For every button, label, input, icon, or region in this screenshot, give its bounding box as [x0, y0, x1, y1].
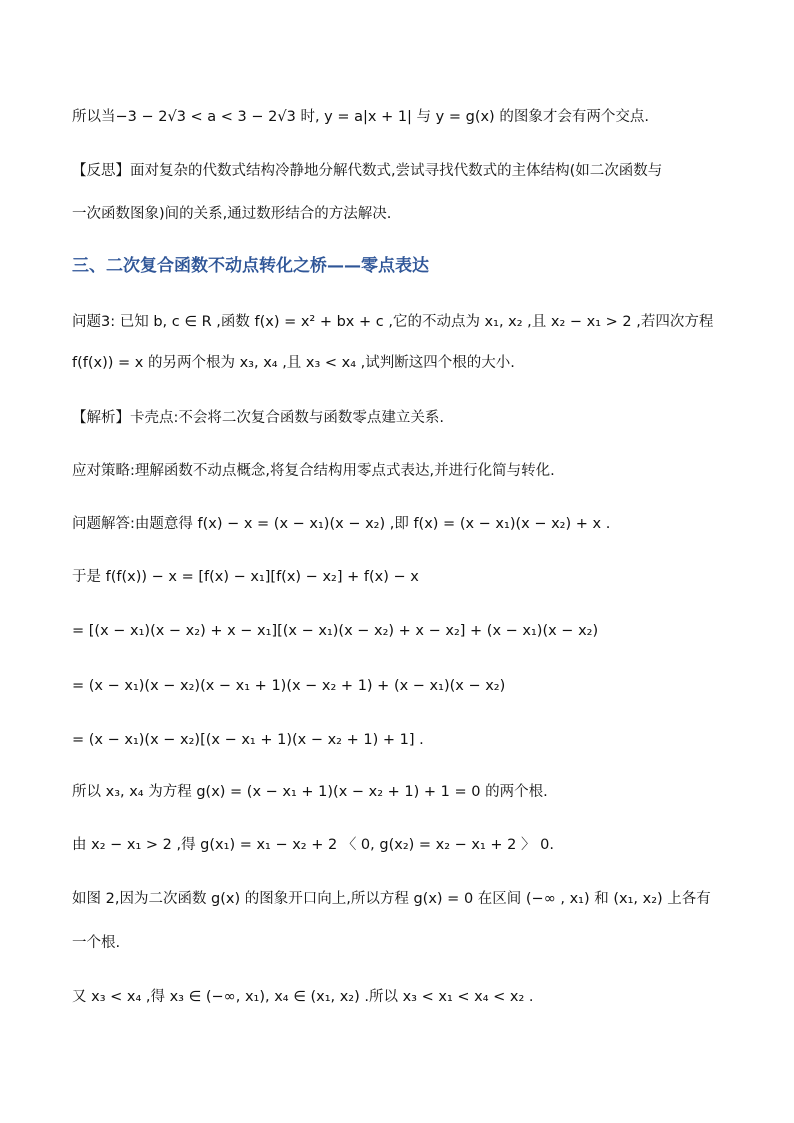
text-line-derivation-2: = [(x − x₁)(x − x₂) + x − x₁][(x − x₁)(x − x₂) + x − x₂] + (x − x₁)(x − x₂): [72, 623, 599, 639]
text-line-derivation-3: = (x − x₁)(x − x₂)(x − x₁ + 1)(x − x₂ + 1) + (x − x₁)(x − x₂): [72, 678, 506, 694]
text-line-problem3-cont: f(f(x)) = x 的另两个根为 x₃, x₄ ,且 x₃ < x₄ ,试判断这四个根的大小.: [72, 355, 515, 371]
text-line-derivation-1: 于是 f(f(x)) − x = [f(x) − x₁][f(x) − x₂] + f(x) − x: [72, 569, 419, 585]
text-line-reflection: 【反思】面对复杂的代数式结构冷静地分解代数式,尝试寻找代数式的主体结构(如二次函数与: [72, 163, 663, 179]
text-line-derivation-4: = (x − x₁)(x − x₂)[(x − x₁ + 1)(x − x₂ + 1) + 1] .: [72, 732, 424, 748]
text-line-strategy: 应对策略:理解函数不动点概念,将复合结构用零点式表达,并进行化简与转化.: [72, 463, 555, 479]
text-line-analysis: 【解析】卡壳点:不会将二次复合函数与函数零点建立关系.: [72, 410, 444, 426]
text-line-inequality: 由 x₂ − x₁ > 2 ,得 g(x₁) = x₁ − x₂ + 2 〈 0, g(x₂) = x₂ − x₁ + 2 〉 0.: [72, 837, 554, 853]
text-line-roots: 所以 x₃, x₄ 为方程 g(x) = (x − x₁ + 1)(x − x₂ + 1) + 1 = 0 的两个根.: [72, 784, 548, 800]
text-line-final: 又 x₃ < x₄ ,得 x₃ ∈ (−∞, x₁), x₄ ∈ (x₁, x₂) .所以 x₃ < x₁ < x₄ < x₂ .: [72, 989, 534, 1005]
text-line-figure-ref-cont: 一个根.: [72, 935, 121, 951]
text-line-problem3: 问题3: 已知 b, c ∈ R ,函数 f(x) = x² + bx + c ,它的不动点为 x₁, x₂ ,且 x₂ − x₁ > 2 ,若四次方程: [72, 314, 714, 330]
text-line-figure-ref: 如图 2,因为二次函数 g(x) 的图象开口向上,所以方程 g(x) = 0 在区间 (−∞ , x₁) 和 (x₁, x₂) 上各有: [72, 891, 711, 907]
text-line-reflection-cont: 一次函数图象)间的关系,通过数形结合的方法解决.: [72, 206, 392, 222]
text-line-conclusion: 所以当−3 − 2√3 < a < 3 − 2√3 时, y = a|x + 1| 与 y = g(x) 的图象才会有两个交点.: [72, 109, 649, 125]
text-line-solution: 问题解答:由题意得 f(x) − x = (x − x₁)(x − x₂) ,即 f(x) = (x − x₁)(x − x₂) + x .: [72, 516, 611, 532]
section-heading: 三、二次复合函数不动点转化之桥——零点表达: [72, 256, 429, 276]
